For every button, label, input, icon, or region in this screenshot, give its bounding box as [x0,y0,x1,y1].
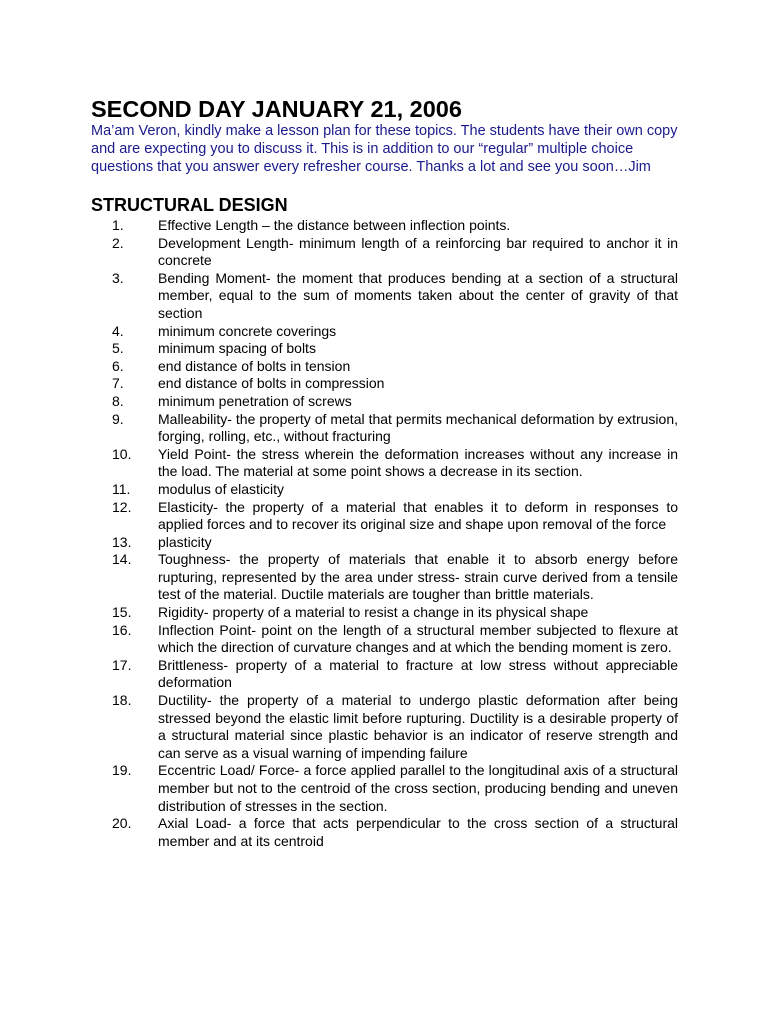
item-text: end distance of bolts in tension [158,357,351,374]
item-number: 1. [112,217,124,233]
item-text: minimum concrete coverings [158,322,337,339]
list-item [0,235,678,270]
item-number: 13. [112,533,132,550]
page-title: SECOND DAY JANUARY 21, 2006 [91,96,462,122]
item-text: Development Length- minimum length of a reinforcing bar required to anchor it in concrete [158,234,678,269]
item-number: 12. [112,498,132,515]
item-text: Eccentric Load/ Force- a force applied parallel to the longitudinal axis of a structural member but not to the centroid of the cross section, producing bending and uneven distribution of stresses in the section. [158,762,678,814]
item-text: Effective Length – the distance between inflection points. [158,217,511,233]
item-number: 9. [112,410,124,427]
item-number: 11. [112,480,131,497]
list-item [0,358,678,376]
item-text: Yield Point- the stress wherein the deformation increases without any increase in the load. The material at some point shows a decrease in its section. [158,445,678,480]
item-number: 8. [112,392,124,409]
list-item [0,534,678,552]
item-text: Elasticity- the property of a material that enables it to deform in responses to applied forces and to recover its original size and shape upon removal of the force [158,498,678,533]
item-text: end distance of bolts in compression [158,375,385,392]
item-text: Malleability- the property of metal that permits mechanical deformation by extrusion, forging, rolling, etc., without fracturing [158,410,678,445]
item-text: Rigidity- property of a material to resist a change in its physical shape [158,604,589,621]
item-number: 17. [112,656,132,673]
list-item [0,657,678,692]
item-number: 18. [112,692,132,709]
list-item [0,217,678,235]
item-number: 16. [112,621,132,638]
item-text: minimum penetration of screws [158,392,352,409]
list-item [0,499,678,534]
request-note: Ma’am Veron, kindly make a lesson plan for these topics. The students have their own copy and are expecting you to discuss it. This is in addition to our “regular” multiple choice questions that you answer every refresher course. Thanks a lot and see you soon…Jim [91,123,678,175]
item-text: minimum spacing of bolts [158,340,316,357]
item-number: 19. [112,762,132,779]
item-number: 20. [112,815,132,832]
list-item [0,481,678,499]
item-text: Axial Load- a force that acts perpendicular to the cross section of a structural member and at its centroid [158,815,678,849]
item-text: Bending Moment- the moment that produces bending at a section of a structural member, equal to the sum of moments taken about the center of gravity of that section [158,269,678,321]
item-text: modulus of elasticity [158,480,285,497]
list-item [0,604,678,622]
topic-list [0,217,768,850]
list-item [0,815,678,850]
item-number: 7. [112,375,124,392]
item-number: 6. [112,357,124,374]
item-text: Ductility- the property of a material to undergo plastic deformation after being stressed beyond the elastic limit before rupturing. Ductility is a desirable property of a structural material since plastic behavior is an indicator of reserve strength and can serve as a visual warning of impending failure [158,692,678,761]
list-item [0,762,678,815]
list-item [0,446,678,481]
list-item [0,393,678,411]
item-text: Toughness- the property of materials that enable it to absorb energy before rupturing, represented by the area under stress- strain curve derived from a tensile test of the material. Ductile materials are tougher than brittle materials. [158,551,678,603]
item-number: 4. [112,322,124,339]
item-number: 3. [112,269,124,286]
list-item [0,622,678,657]
list-item [0,551,678,604]
item-number: 10. [112,445,132,462]
item-text: Inflection Point- point on the length of a structural member subjected to flexure at which the direction of curvature changes and at which the bending moment is zero. [158,621,678,656]
item-number: 14. [112,551,132,568]
list-item [0,323,678,341]
section-heading: STRUCTURAL DESIGN [91,195,288,215]
item-number: 2. [112,234,124,251]
item-text: Brittleness- property of a material to fracture at low stress without appreciable deformation [158,656,678,691]
list-item [0,375,678,393]
item-text: plasticity [158,533,212,550]
list-item [0,411,678,446]
list-item [0,270,678,323]
item-number: 5. [112,340,124,357]
item-number: 15. [112,604,132,621]
list-item [0,692,678,762]
list-item [0,340,678,358]
